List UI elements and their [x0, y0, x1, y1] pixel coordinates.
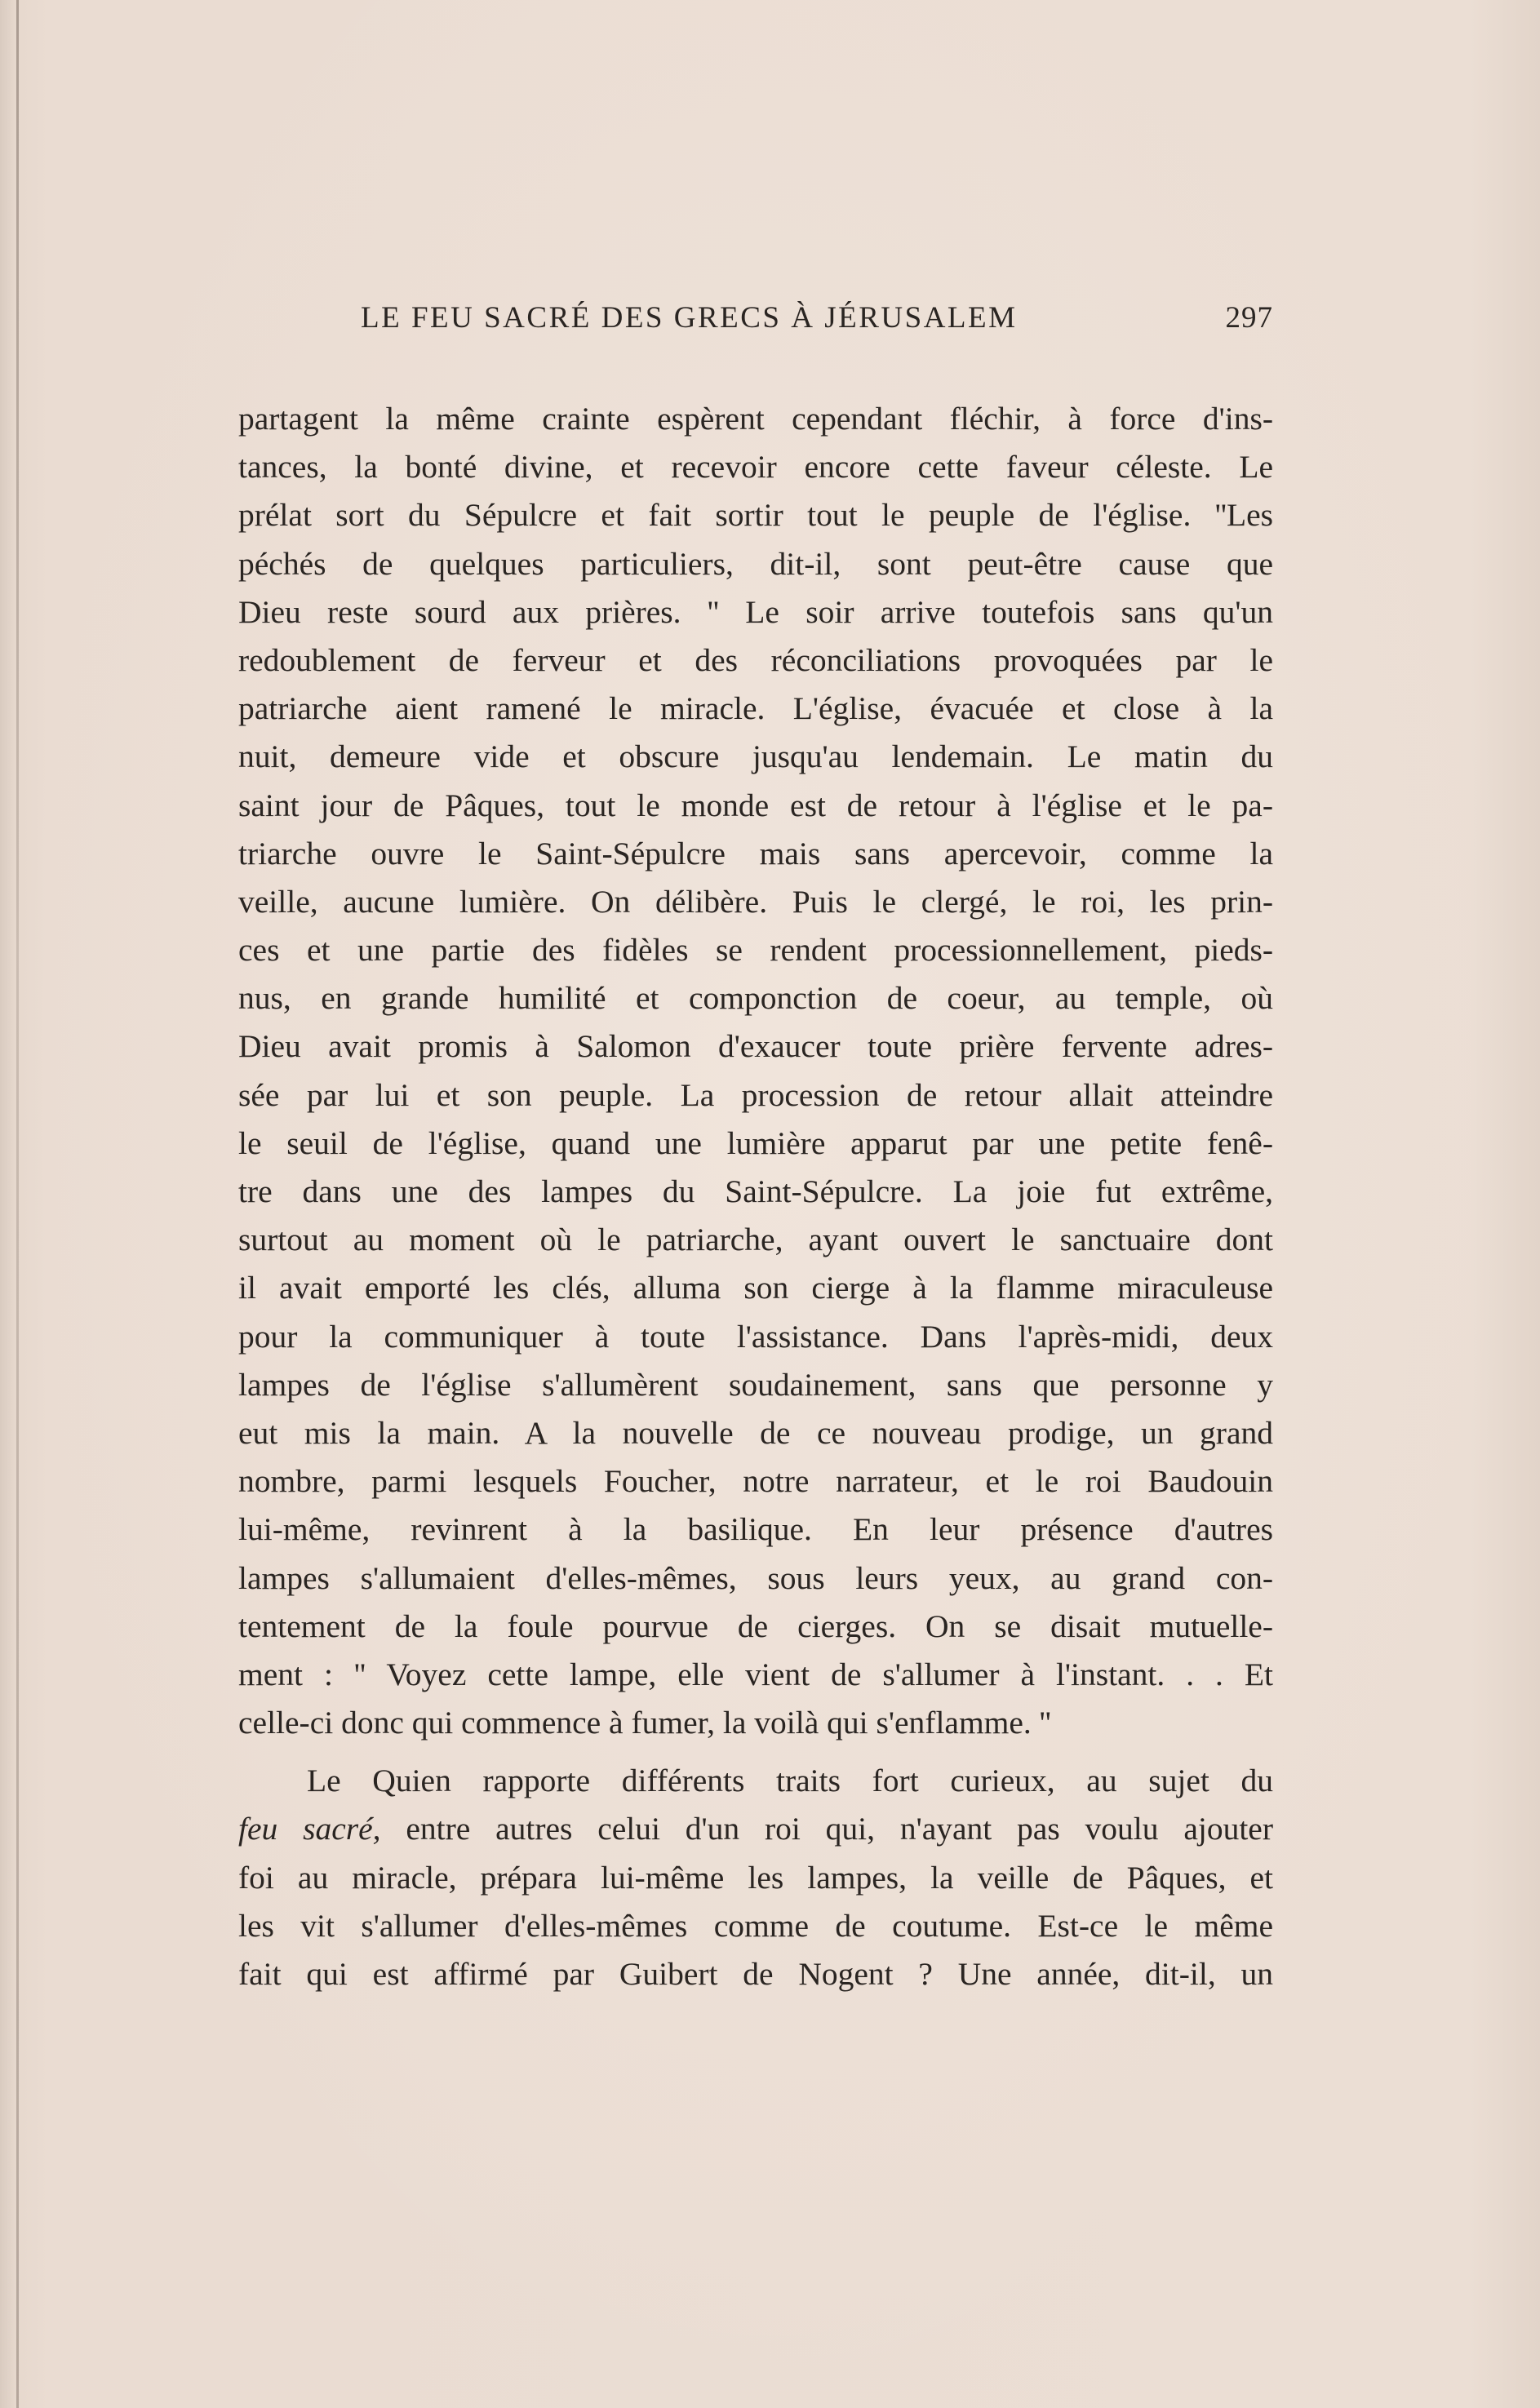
- text-line: Dieu avait promis à Salomon d'exaucer toute prière fervente adres-: [238, 1028, 1273, 1065]
- text-line: surtout au moment où le patriarche, ayant ouvert le sanctuaire dont: [238, 1222, 1273, 1258]
- page-header: [238, 300, 1273, 346]
- italic-phrase: feu sacré,: [238, 1811, 381, 1847]
- text-line: Le Quien rapporte différents traits fort curieux, au sujet du: [307, 1763, 1273, 1799]
- text-line: tre dans une des lampes du Saint-Sépulcre. La joie fut extrême,: [238, 1173, 1273, 1209]
- text-line: sée par lui et son peuple. La procession de retour allait atteindre: [238, 1076, 1273, 1113]
- body-text: [238, 395, 1273, 1998]
- text-line: lampes de l'église s'allumèrent soudainement, sans que personne y: [238, 1366, 1273, 1403]
- text-line: [238, 1805, 1273, 1853]
- text-line: les vit s'allumer d'elles-mêmes comme de coutume. Est-ce le même: [238, 1907, 1273, 1944]
- text-line: redoublement de ferveur et des réconciliations provoquées par le: [238, 641, 1273, 678]
- running-title: LE FEU SACRÉ DES GRECS À JÉRUSALEM: [361, 301, 1018, 335]
- text-line: nus, en grande humilité et componction de coeur, au temple, où: [238, 980, 1273, 1017]
- text-line: tentement de la foule pourvue de cierges. On se disait mutuelle-: [238, 1608, 1273, 1644]
- text-line: eut mis la main. A la nouvelle de ce nouveau prodige, un grand: [238, 1414, 1273, 1451]
- text-line: il avait emporté les clés, alluma son cierge à la flamme miraculeuse: [238, 1270, 1273, 1306]
- text-line: nuit, demeure vide et obscure jusqu'au lendemain. Le matin du: [238, 738, 1273, 775]
- text-run: entre autres celui d'un roi qui, n'ayant pas voulu ajouter: [380, 1811, 1273, 1847]
- text-line: pour la communiquer à toute l'assistance. Dans l'après-midi, deux: [238, 1318, 1273, 1355]
- text-line: péchés de quelques particuliers, dit-il, sont peut-être cause que: [238, 545, 1273, 582]
- text-line: saint jour de Pâques, tout le monde est de retour à l'église et le pa-: [238, 787, 1273, 823]
- text-line: ment : '' Voyez cette lampe, elle vient de s'allumer à l'instant. . . Et: [238, 1656, 1273, 1692]
- text-line: triarche ouvre le Saint-Sépulcre mais sans apercevoir, comme la: [238, 835, 1273, 871]
- paragraph-2: [238, 1757, 1273, 1998]
- text-line: nombre, parmi lesquels Foucher, notre narrateur, et le roi Baudouin: [238, 1463, 1273, 1500]
- text-line: patriarche aient ramené le miracle. L'église, évacuée et close à la: [238, 690, 1273, 727]
- text-line: foi au miracle, prépara lui-même les lampes, la veille de Pâques, et: [238, 1859, 1273, 1896]
- page-binding-edge: [16, 0, 19, 2408]
- text-line: prélat sort du Sépulcre et fait sortir tout le peuple de l'église. ''Les: [238, 497, 1273, 534]
- page-number: 297: [1225, 301, 1273, 335]
- text-line: veille, aucune lumière. On délibère. Puis le clergé, le roi, les prin-: [238, 883, 1273, 920]
- text-line: le seuil de l'église, quand une lumière apparut par une petite fenê-: [238, 1124, 1273, 1161]
- text-line: ces et une partie des fidèles se rendent processionnellement, pieds-: [238, 932, 1273, 969]
- text-line: Dieu reste sourd aux prières. '' Le soir arrive toutefois sans qu'un: [238, 593, 1273, 630]
- text-line: lampes s'allumaient d'elles-mêmes, sous leurs yeux, au grand con-: [238, 1559, 1273, 1596]
- paragraph-1: [238, 395, 1273, 1747]
- text-line: fait qui est affirmé par Guibert de Nogent ? Une année, dit-il, un: [238, 1956, 1273, 1992]
- paragraph-gap: [238, 1747, 1273, 1757]
- text-line: lui-même, revinrent à la basilique. En leur présence d'autres: [238, 1511, 1273, 1548]
- text-line: tances, la bonté divine, et recevoir encore cette faveur céleste. Le: [238, 449, 1273, 486]
- text-line: celle-ci donc qui commence à fumer, la voilà qui s'enflamme. '': [238, 1705, 1051, 1741]
- text-line: partagent la même crainte espèrent cependant fléchir, à force d'ins-: [238, 401, 1273, 437]
